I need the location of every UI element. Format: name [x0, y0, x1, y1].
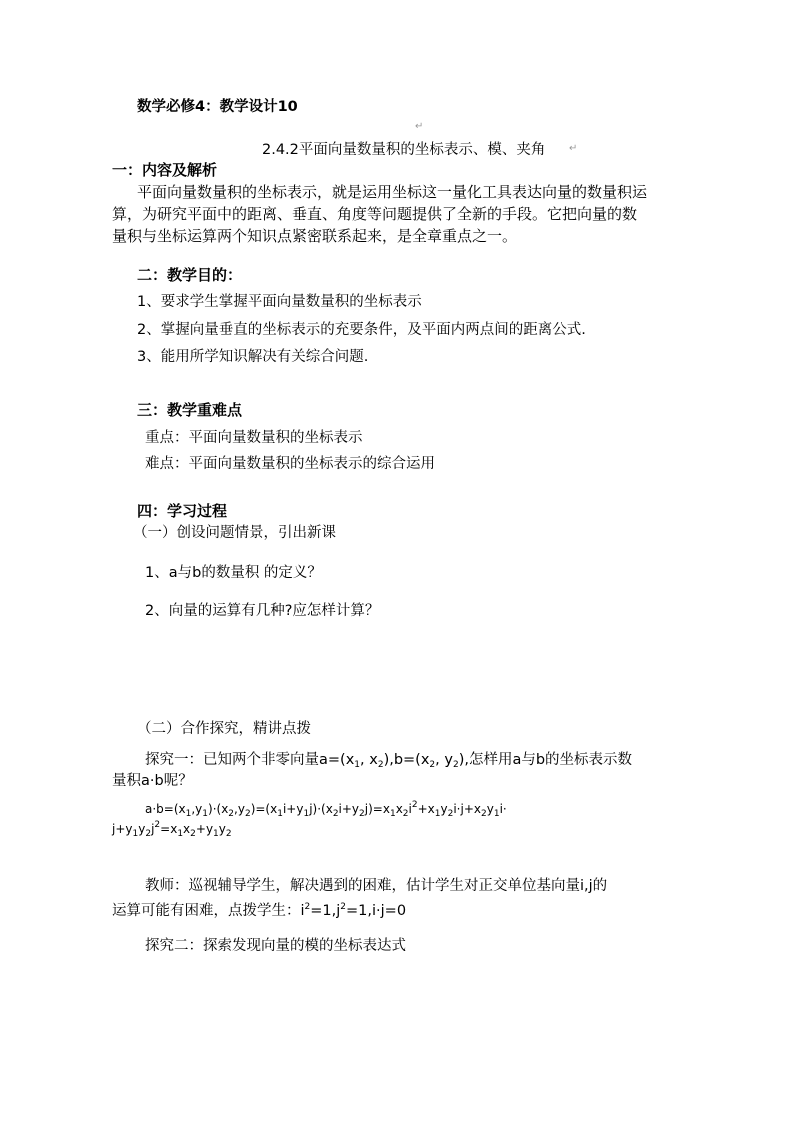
section-heading-objectives: 二：教学目的： — [137, 266, 243, 284]
section-heading-keypoints: 三：教学重难点 — [137, 401, 243, 419]
question: 1、a与b的数量积 的定义？ — [145, 565, 322, 581]
doc-title: 2.4.2平面向量数量积的坐标表示、模、夹角 — [262, 142, 546, 158]
list-item: 3、能用所学知识解决有关综合问题. — [137, 349, 369, 365]
paragraph-mark-icon: ↵ — [569, 143, 578, 154]
paragraph-line: 平面向量数量积的坐标表示，就是运用坐标这一量化工具表达向量的数量积运 — [137, 183, 648, 201]
formula-line: $a\cdot b=(x_1,y_1)\cdot(x_2,y_2)=(x_1i+y_1j)\cdot(x_2i+y_2j)=x_1x_2i^2+x_1y_2i\cdot j+x_2y_1i\cdot$ — [145, 800, 507, 819]
key-point: 重点：平面向量数量积的坐标表示 — [145, 430, 363, 446]
section-heading-process: 四：学习过程 — [137, 502, 228, 520]
section-heading-content: 一：内容及解析 — [112, 161, 218, 179]
list-item: 1、要求学生掌握平面向量数量积的坐标表示 — [137, 294, 422, 310]
teacher-line-2: 运算可能有困难，点拨学生：$i^2=1,j^2=1,i\cdot j=0$ — [112, 902, 407, 919]
paragraph-line: 算，为研究平面中的距离、垂直、角度等问题提供了全新的手段。它把向量的数 — [112, 205, 638, 223]
exploration-1-line1: 探究一：已知两个非零向量$a=(x_1$, $x_2),b=(x_2$, $y_2$),怎样用a与b的坐标表示数 — [145, 752, 633, 770]
subsection-heading: （一）创设问题情景，引出新课 — [133, 525, 336, 541]
header-text: 数学必修4：教学设计10 — [137, 99, 298, 115]
question: 2、向量的运算有几种?应怎样计算？ — [145, 603, 380, 619]
formula-line: $j+y_1y_2j^2=x_1x_2+y_1y_2$ — [112, 820, 232, 839]
exploration-2: 探究二：探索发现向量的模的坐标表达式 — [145, 938, 406, 954]
paragraph-mark-icon: ↵ — [415, 121, 424, 132]
list-item: 2、掌握向量垂直的坐标表示的充要条件，及平面内两点间的距离公式. — [137, 322, 586, 338]
paragraph-line: 量积a·b呢？ — [112, 773, 193, 789]
paragraph-line: 量积与坐标运算两个知识点紧密联系起来，是全章重点之一。 — [112, 227, 518, 245]
paragraph-line: 教师：巡视辅导学生，解决遇到的困难，估计学生对正交单位基向量i,j的 — [145, 878, 608, 894]
subsection-heading: （二）合作探究，精讲点拨 — [137, 721, 311, 737]
difficult-point: 难点：平面向量数量积的坐标表示的综合运用 — [145, 456, 435, 472]
